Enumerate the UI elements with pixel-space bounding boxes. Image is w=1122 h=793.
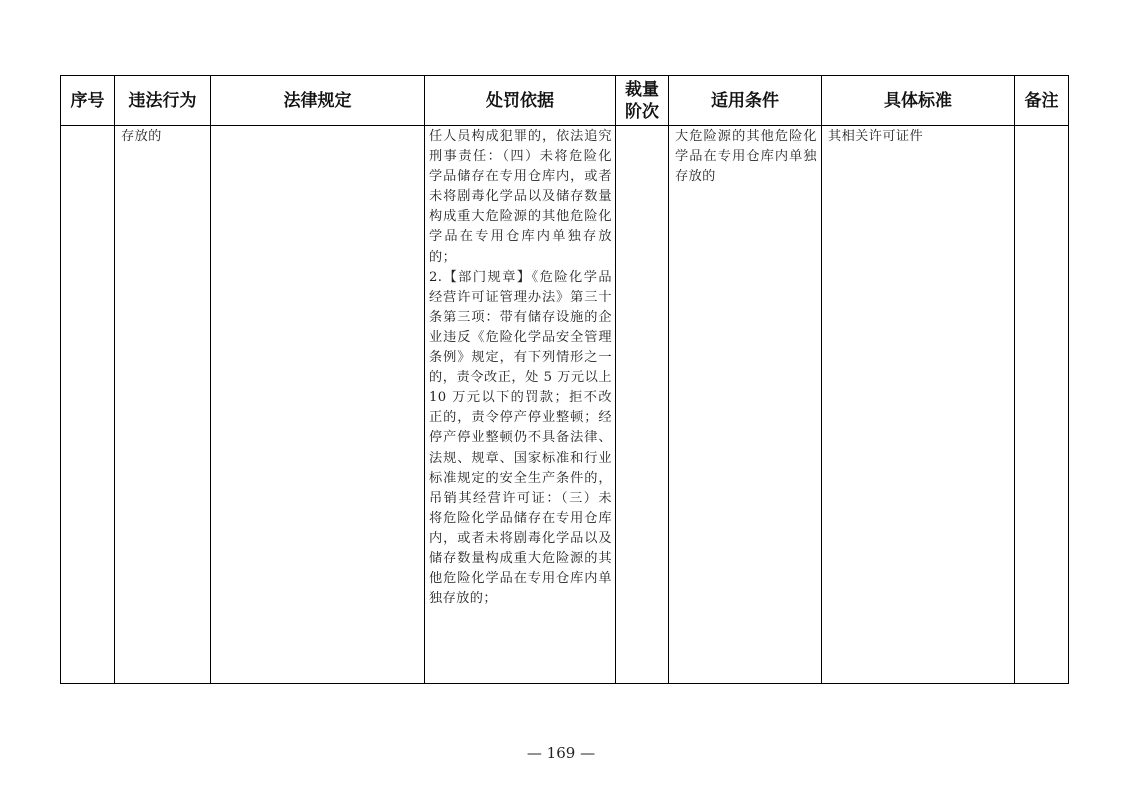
- header-seq: 序号: [61, 76, 115, 126]
- header-remarks: 备注: [1015, 76, 1069, 126]
- cell-standard: [822, 126, 1015, 684]
- header-standard: 具体标准: [822, 76, 1015, 126]
- header-row: [61, 76, 1069, 126]
- cell-remarks: [1015, 126, 1069, 684]
- cell-legal-provision: [211, 126, 425, 684]
- standard-text: 其相关许可证件: [828, 129, 924, 144]
- header-penalty-basis: 处罚依据: [425, 76, 616, 126]
- header-violation: 违法行为: [115, 76, 211, 126]
- table-row: [61, 126, 1069, 684]
- cell-discretion-level: [616, 126, 669, 684]
- header-legal-provision: 法律规定: [211, 76, 425, 126]
- conditions-text: 大危险源的其他危险化学品在专用仓库内单独存放的: [675, 129, 817, 185]
- header-discretion-level-text: 裁量阶次: [625, 79, 659, 122]
- cell-conditions: [669, 126, 822, 684]
- header-discretion-level: [616, 76, 669, 126]
- violation-text: 存放的: [121, 129, 162, 144]
- cell-seq: [61, 126, 115, 684]
- penalty-table: [60, 75, 1069, 684]
- cell-penalty-basis: [425, 126, 616, 684]
- header-conditions: 适用条件: [669, 76, 822, 126]
- remarks-text: [1015, 126, 1068, 127]
- page-number: — 169 —: [526, 744, 596, 762]
- legal-provision-text: [211, 126, 424, 127]
- penalty-basis-text: 任人员构成犯罪的，依法追究刑事责任：（四）未将危险化学品储存在专用仓库内，或者未将剧毒化学品以及储存数量构成重大危险源的其他危险化学品在专用仓库内单独存放的； 2.【部门规章】《危险化学品经营许可证管理办法》第三十条第三项：带有储存设施的企业违反《危险化学品安全管理条例》规定，有下列情形之一的，责令改正，处 5 万元以上 10 万元以下的罚款；拒不改正的，责令停产停业整顿；经停产停业整顿仍不具备法律、法规、规章、国家标准和行业标准规定的安全生产条件的，吊销其经营许可证：（三）未将危险化学品储存在专用仓库内，或者未将剧毒化学品以及储存数量构成重大危险源的其他危险化学品在专用仓库内单独存放的；: [429, 129, 612, 607]
- cell-violation: [115, 126, 211, 684]
- seq-text: [61, 126, 114, 127]
- discretion-level-text: [616, 126, 668, 127]
